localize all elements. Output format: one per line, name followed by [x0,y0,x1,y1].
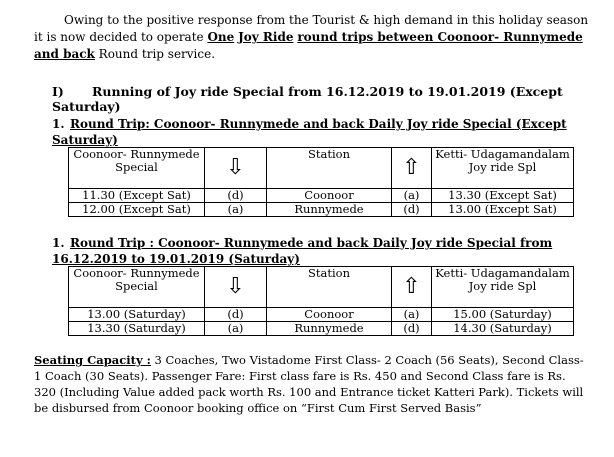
table-row [69,322,574,336]
subheading-1 [52,116,572,148]
subheading-2-title: Round Trip : Coonoor- Runnymede and back Daily Joy ride Special from 16.12.2019 to 19.01.2019 (Saturday) [52,236,553,266]
arr-time: 13.00 (Except Sat) [432,203,574,217]
subheading-2-number: 1. [52,236,65,250]
table-row [69,189,574,203]
seating-label: Seating Capacity : [34,353,151,367]
intro-tail: Round trip service. [94,47,216,61]
section-number: I) [52,84,64,99]
intro-text: Owing to the positive response from the Tourist & high demand in this holiday season it is now decided to operate [34,13,589,44]
code-left: (d) [205,308,267,322]
section-heading [52,84,614,114]
arr-time: 15.00 (Saturday) [432,308,574,322]
seating-paragraph [34,352,590,416]
subheading-2 [52,235,572,267]
section-title: Running of Joy ride Special from 16.12.2019 to 19.01.2019 (Except Saturday) [52,84,563,114]
dep-time: 12.00 (Except Sat) [69,203,205,217]
code-left: (a) [205,322,267,336]
arr-time: 14.30 (Saturday) [432,322,574,336]
table-row [69,308,574,322]
intro-paragraph [34,12,590,63]
code-right: (a) [392,308,432,322]
dep-time: 13.00 (Saturday) [69,308,205,322]
timetable-1 [68,147,574,217]
up-arrow-icon: ⇧ [392,267,432,308]
down-arrow-icon: ⇩ [205,267,267,308]
header-left: Coonoor- Runnymede Special [69,267,205,308]
dep-time: 11.30 (Except Sat) [69,189,205,203]
timetable-2-header [69,267,574,308]
code-left: (d) [205,189,267,203]
down-arrow-icon: ⇩ [205,148,267,189]
intro-joy-ride: Joy Ride [238,30,294,44]
table-row [69,203,574,217]
up-arrow-icon: ⇧ [392,148,432,189]
arr-time: 13.30 (Except Sat) [432,189,574,203]
header-right: Ketti- Udagamandalam Joy ride Spl [432,148,574,189]
station-name: Runnymede [267,322,392,336]
header-right: Ketti- Udagamandalam Joy ride Spl [432,267,574,308]
subheading-1-title: Round Trip: Coonoor- Runnymede and back Daily Joy ride Special (Except Saturday) [52,117,567,147]
timetable-2 [68,266,574,336]
intro-route: round trips between Coonoor- Runnymede and back [34,30,583,61]
header-station: Station [267,267,392,308]
header-left: Coonoor- Runnymede Special [69,148,205,189]
timetable-1-header [69,148,574,189]
station-name: Coonoor [267,189,392,203]
code-right: (d) [392,322,432,336]
dep-time: 13.30 (Saturday) [69,322,205,336]
code-left: (a) [205,203,267,217]
code-right: (d) [392,203,432,217]
subheading-1-number: 1. [52,117,65,131]
code-right: (a) [392,189,432,203]
header-station: Station [267,148,392,189]
seating-text: 3 Coaches, Two Vistadome First Class- 2 Coach (56 Seats), Second Class- 1 Coach (30 Seats). Passenger Fare: First class fare is Rs. 450 and Second Class fare is Rs. 320 (Including Value added pack worth Rs. 100 and Entrance ticket Katteri Park). Tickets will be disbursed from Coonoor booking office on “First Cum First Served Basis” [34,353,584,415]
station-name: Runnymede [267,203,392,217]
station-name: Coonoor [267,308,392,322]
intro-one: One [207,30,235,44]
